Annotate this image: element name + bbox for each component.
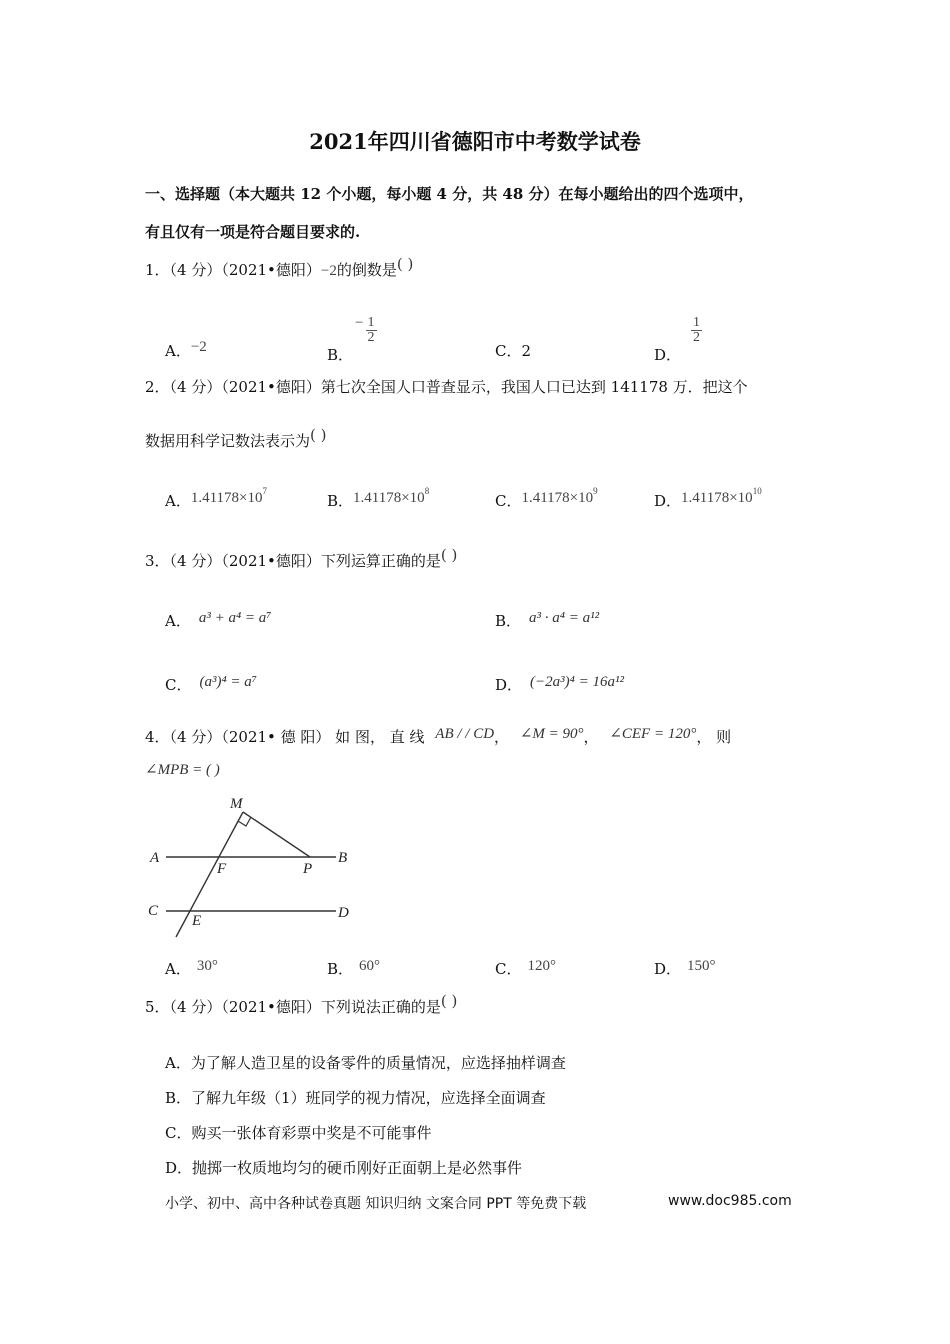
q4-option-d: D． 150° xyxy=(654,958,716,978)
q1-option-a: A．−2 xyxy=(165,339,207,360)
q1-prefix: 1．（4 分）（2021•德阳） xyxy=(145,261,321,279)
q5-option-d: D．抛掷一枚质地均匀的硬币刚好正面朝上是必然事件 xyxy=(165,1159,523,1177)
label-c: C xyxy=(148,903,159,919)
question-1 xyxy=(145,255,414,280)
q1-math: −2 xyxy=(320,263,337,279)
question-2-line2: 数据用科学记数法表示为( ) xyxy=(145,426,327,450)
q5-option-b: B．了解九年级（1）班同学的视力情况，应选择全面调查 xyxy=(165,1089,546,1107)
q2-option-b: B．$1.41178\times 10^8$ xyxy=(327,486,430,510)
section-heading-line1: 一、选择题（本大题共 12 个小题，每小题 4 分，共 48 分）在每小题给出的四个选项中， xyxy=(145,185,754,203)
q1-suffix: 的倒数是 xyxy=(336,261,397,279)
q1-option-b: B．− $\frac{1}{2}$ xyxy=(327,314,375,364)
q3-option-d: D． (−2a³)⁴ = 16a¹² xyxy=(495,674,624,694)
q3-option-b: B． a³ · a⁴ = a¹² xyxy=(495,610,600,630)
q1-option-d: D． $\frac{1}{2}$ xyxy=(654,315,701,364)
q1-paren: ( ) xyxy=(396,255,414,273)
q3-option-c: C． (a³)⁴ = a⁷ xyxy=(165,674,258,694)
footer-text: 小学、初中、高中各种试卷真题 知识归纳 文案合同 PPT 等免费下载 xyxy=(165,1196,587,1212)
q1-option-c: C．2 xyxy=(495,342,532,360)
question-4-line2: ∠MPB = ( ) xyxy=(145,762,220,778)
q2-option-c: C．$1.41178\times 10^9$ xyxy=(495,486,598,510)
question-2-line1: 2．（4 分）（2021•德阳）第七次全国人口普查显示，我国人口已达到 141178 万．把这个 xyxy=(145,378,748,396)
line-me xyxy=(176,812,243,937)
q2-option-a: A．$1.41178\times 10^7$ xyxy=(165,486,267,510)
question-4-line1: 4．（4 分）（2021• 德 阳） 如 图， 直 线 AB / / CD， ∠M = 90°， ∠CEF = 120°， 则 xyxy=(145,726,732,746)
q4-option-c: C． 120° xyxy=(495,958,556,978)
q3-option-a: A． a³ + a⁴ = a⁷ xyxy=(165,610,272,630)
label-p: P xyxy=(303,861,313,877)
page-title: 2021年四川省德阳市中考数学试卷 xyxy=(309,129,641,154)
label-m: M xyxy=(230,796,243,812)
label-e: E xyxy=(192,913,202,929)
q5-option-c: C．购买一张体育彩票中奖是不可能事件 xyxy=(165,1124,432,1142)
q4-option-a: A． 30° xyxy=(165,958,218,978)
q2-option-d: D．$1.41178\times 10^{10}$ xyxy=(654,486,762,510)
q4-geometry-figure xyxy=(140,792,370,942)
label-b: B xyxy=(338,850,348,866)
line-mp xyxy=(243,812,310,857)
footer-url[interactable]: www.doc985.com xyxy=(668,1193,792,1209)
label-f: F xyxy=(217,861,227,877)
section-heading-line2: 有且仅有一项是符合题目要求的. xyxy=(145,223,361,241)
label-d: D xyxy=(338,905,349,921)
label-a: A xyxy=(150,850,160,866)
q4-option-b: B． 60° xyxy=(327,958,381,978)
question-3: 3．（4 分）（2021•德阳）下列运算正确的是( ) xyxy=(145,546,458,570)
q5-option-a: A．为了解人造卫星的设备零件的质量情况，应选择抽样调查 xyxy=(165,1054,566,1072)
question-5: 5．（4 分）（2021•德阳）下列说法正确的是( ) xyxy=(145,992,458,1016)
